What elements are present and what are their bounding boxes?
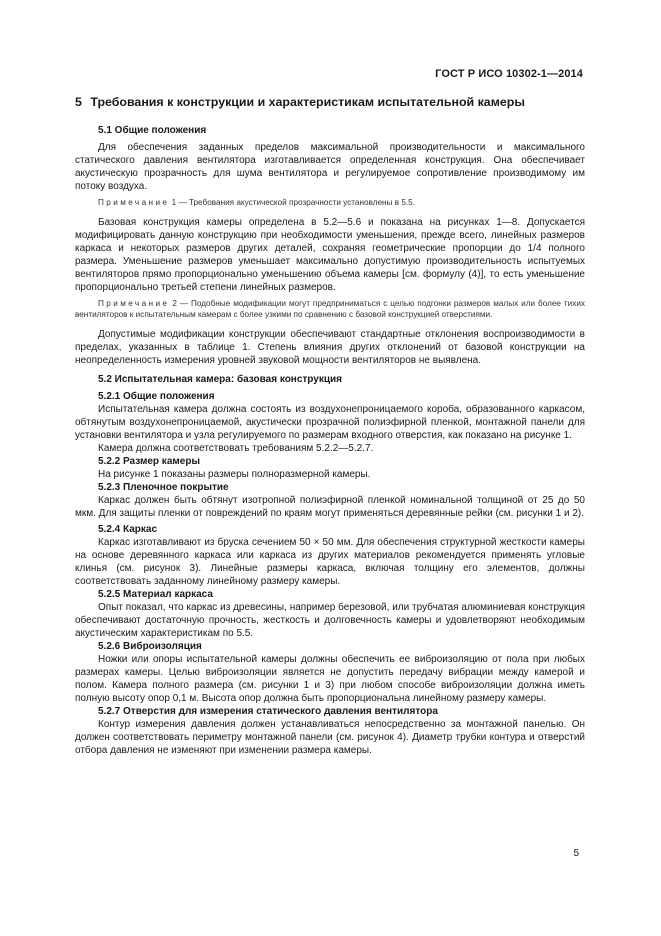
paragraph-5-2-1-2: Камера должна соответствовать требованиям 5.2.2—5.2.7. — [98, 443, 374, 454]
page-content — [75, 95, 585, 757]
paragraph-5-2-5-1: Опыт показал, что каркас из древесины, например березовой, или трубчатая алюминиевая конструкция обеспечивают достаточную прочность, жесткость и долговечность камеры и удовлетворяют необходимым акустическим характеристикам по 5.5. — [75, 602, 585, 639]
note-2-text: 2 — Подобные модификации могут предприниматься с целью подгонки размеров малых или более тихих вентиляторов к испытательным камерам с более узкими по сравнению с базовой конструкцией отверстиями. — [75, 299, 585, 319]
paragraph-5-2-3-1: Каркас должен быть обтянут изотропной полиэфирной пленкой номинальной толщиной от 25 до 50 мкм. Для защиты пленки от повреждений по краям могут применяться деревянные рейки (см. рисунки 1 и 2). — [75, 495, 585, 519]
paragraph-5-1-3: Допустимые модификации конструкции обеспечивают стандартные отклонения воспроизводимости в пределах, указанных в таблице 1. Степень влияния других отклонений от базовой конструкции на неопределенность измерения уровней звуковой мощности вентиляторов не выявлена. — [75, 329, 585, 366]
subsection-title-5-2-1: 5.2.1 Общие положения — [98, 391, 215, 402]
subsection-title-5-2-5: 5.2.5 Материал каркаса — [98, 589, 213, 600]
paragraph-5-1-1: Для обеспечения заданных пределов максимальной производительности и максимального статического давления вентилятора изготавливается определенная конструкция. Она обеспечивает акустическую прозрачность для шума вентилятора и регулируемое сопротивление производимому им потоку воздуха. — [75, 142, 585, 192]
subsection-title-5-2-2: 5.2.2 Размер камеры — [98, 456, 200, 467]
subsection-title-5-2-7: 5.2.7 Отверстия для измерения статического давления вентилятора — [98, 706, 438, 717]
section-title-text: Требования к конструкции и характеристикам испытательной камеры — [90, 95, 525, 109]
section-title — [75, 95, 585, 110]
subsection-title-5-2-4: 5.2.4 Каркас — [98, 524, 158, 535]
note-1 — [75, 197, 585, 208]
paragraph-5-2-6-1: Ножки или опоры испытательной камеры должны обеспечить ее виброизоляцию от пола при любых размерах камеры. Целью виброизоляции является не допустить передачу вибрации между камерой и полом. Камера полного размера (см. рисунки 1 и 3) при любом способе виброизоляции должна иметь полную высоту опор 0,1 м. Высота опор должна быть пропорциональна линейному размеру камеры. — [75, 654, 585, 704]
paragraph-5-2-4-1: Каркас изготавливают из бруска сечением 50 × 50 мм. Для обеспечения структурной жесткости камеры на основе деревянного каркаса или каркаса из других материалов рекомендуется применять угловые клинья (см. рисунок 3). Линейные размеры каркаса, включая толщину его элементов, должны соответствовать заданному линейному размеру камеры. — [75, 537, 585, 587]
note-1-text: 1 — Требования акустической прозрачности установлены в 5.5. — [169, 198, 416, 207]
paragraph-5-2-1-1: Испытательная камера должна состоять из воздухонепроницаемого короба, образованного каркасом, обтянутым воздухонепроницаемой, акустически прозрачной полиэфирной пленкой, монтажной панели для установки вентилятора и узла регулируемого по размерам входного отверстия, как показано на рисунке 1. — [75, 404, 585, 441]
note-2 — [75, 298, 585, 320]
note-1-label: Примечание — [98, 198, 170, 207]
document-header: ГОСТ Р ИСО 10302-1—2014 — [435, 68, 583, 80]
paragraph-5-2-7-1: Контур измерения давления должен устанавливаться непосредственно за монтажной панелью. Он должен соответствовать периметру монтажной панели (см. рисунок 4). Диаметр трубки контура и отверстий отбора давления не изменяют при изменении размера камеры. — [75, 719, 585, 756]
paragraph-5-2-2-1: На рисунке 1 показаны размеры полноразмерной камеры. — [98, 469, 371, 480]
note-2-label: Примечание — [98, 299, 170, 308]
paragraph-5-1-2: Базовая конструкция камеры определена в 5.2—5.6 и показана на рисунках 1—8. Допускается модифицировать данную конструкцию при необходимости уменьшения, прежде всего, линейных размеров каркаса и некоторых размеров других деталей, сохраняя геометрические пропорции до 1/4 полного размера. Уменьшение размеров уменьшает максимально допустимую производительность испытуемых вентиляторов прямо пропорционально уменьшению объема камеры [см. формулу (4)], то есть уменьшение пропорционально третьей степени линейных размеров. — [75, 217, 585, 293]
section-number: 5 — [75, 95, 82, 109]
subsection-title-5-2: 5.2 Испытательная камера: базовая конструкция — [98, 374, 342, 385]
subsection-title-5-2-6: 5.2.6 Виброизоляция — [98, 641, 202, 652]
subsection-title-5-1: 5.1 Общие положения — [98, 125, 207, 136]
subsection-title-5-2-3: 5.2.3 Пленочное покрытие — [98, 482, 229, 493]
page-number: 5 — [573, 848, 579, 859]
